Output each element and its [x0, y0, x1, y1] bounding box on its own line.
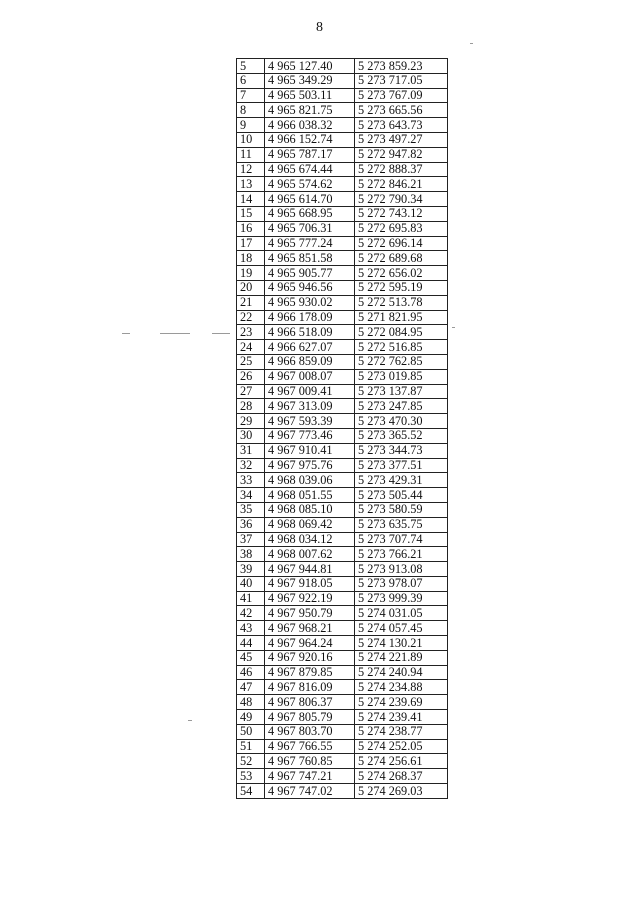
y-coordinate-cell: 5 272 595.19	[355, 280, 448, 295]
table-row	[237, 754, 448, 769]
y-coordinate-cell: 5 273 580.59	[355, 502, 448, 517]
x-coordinate-cell: 4 967 910.41	[265, 443, 355, 458]
table-row	[237, 517, 448, 532]
y-coordinate-cell: 5 273 913.08	[355, 562, 448, 577]
point-number-cell: 5	[237, 59, 265, 74]
page-number: 8	[316, 20, 323, 35]
x-coordinate-cell: 4 967 975.76	[265, 458, 355, 473]
y-coordinate-cell: 5 272 790.34	[355, 192, 448, 207]
table-row	[237, 132, 448, 147]
x-coordinate-cell: 4 967 008.07	[265, 369, 355, 384]
x-coordinate-cell: 4 965 851.58	[265, 251, 355, 266]
table-row	[237, 295, 448, 310]
y-coordinate-cell: 5 273 365.52	[355, 428, 448, 443]
point-number-cell: 28	[237, 399, 265, 414]
x-coordinate-cell: 4 968 034.12	[265, 532, 355, 547]
x-coordinate-cell: 4 967 805.79	[265, 710, 355, 725]
table-row	[237, 236, 448, 251]
point-number-cell: 39	[237, 562, 265, 577]
point-number-cell: 19	[237, 266, 265, 281]
table-row	[237, 399, 448, 414]
table-row	[237, 532, 448, 547]
y-coordinate-cell: 5 273 717.05	[355, 73, 448, 88]
x-coordinate-cell: 4 967 944.81	[265, 562, 355, 577]
x-coordinate-cell: 4 968 051.55	[265, 488, 355, 503]
y-coordinate-cell: 5 272 743.12	[355, 206, 448, 221]
y-coordinate-cell: 5 272 888.37	[355, 162, 448, 177]
x-coordinate-cell: 4 966 152.74	[265, 132, 355, 147]
x-coordinate-cell: 4 967 968.21	[265, 621, 355, 636]
x-coordinate-cell: 4 967 920.16	[265, 650, 355, 665]
x-coordinate-cell: 4 967 806.37	[265, 695, 355, 710]
point-number-cell: 43	[237, 621, 265, 636]
x-coordinate-cell: 4 965 668.95	[265, 206, 355, 221]
table-row	[237, 251, 448, 266]
y-coordinate-cell: 5 274 057.45	[355, 621, 448, 636]
y-coordinate-cell: 5 273 665.56	[355, 103, 448, 118]
x-coordinate-cell: 4 965 706.31	[265, 221, 355, 236]
point-number-cell: 30	[237, 428, 265, 443]
table-row	[237, 162, 448, 177]
x-coordinate-cell: 4 967 593.39	[265, 414, 355, 429]
point-number-cell: 11	[237, 147, 265, 162]
table-row	[237, 221, 448, 236]
x-coordinate-cell: 4 967 313.09	[265, 399, 355, 414]
table-row	[237, 739, 448, 754]
x-coordinate-cell: 4 966 038.32	[265, 118, 355, 133]
x-coordinate-cell: 4 966 178.09	[265, 310, 355, 325]
scan-speck	[160, 333, 190, 334]
y-coordinate-cell: 5 274 234.88	[355, 680, 448, 695]
y-coordinate-cell: 5 273 505.44	[355, 488, 448, 503]
x-coordinate-cell: 4 967 950.79	[265, 606, 355, 621]
x-coordinate-cell: 4 967 922.19	[265, 591, 355, 606]
y-coordinate-cell: 5 273 707.74	[355, 532, 448, 547]
scan-speck	[470, 43, 473, 44]
scan-speck	[122, 333, 130, 334]
y-coordinate-cell: 5 273 377.51	[355, 458, 448, 473]
table-row	[237, 724, 448, 739]
point-number-cell: 18	[237, 251, 265, 266]
x-coordinate-cell: 4 967 964.24	[265, 636, 355, 651]
y-coordinate-cell: 5 273 247.85	[355, 399, 448, 414]
x-coordinate-cell: 4 965 349.29	[265, 73, 355, 88]
point-number-cell: 8	[237, 103, 265, 118]
table-row	[237, 428, 448, 443]
table-row	[237, 310, 448, 325]
y-coordinate-cell: 5 273 497.27	[355, 132, 448, 147]
point-number-cell: 31	[237, 443, 265, 458]
point-number-cell: 37	[237, 532, 265, 547]
x-coordinate-cell: 4 966 518.09	[265, 325, 355, 340]
table-row	[237, 177, 448, 192]
y-coordinate-cell: 5 274 130.21	[355, 636, 448, 651]
point-number-cell: 38	[237, 547, 265, 562]
table-row	[237, 266, 448, 281]
point-number-cell: 17	[237, 236, 265, 251]
table-row	[237, 206, 448, 221]
table-row	[237, 59, 448, 74]
point-number-cell: 34	[237, 488, 265, 503]
table-row	[237, 340, 448, 355]
y-coordinate-cell: 5 274 269.03	[355, 784, 448, 799]
x-coordinate-cell: 4 968 007.62	[265, 547, 355, 562]
y-coordinate-cell: 5 273 643.73	[355, 118, 448, 133]
y-coordinate-cell: 5 273 429.31	[355, 473, 448, 488]
x-coordinate-cell: 4 965 787.17	[265, 147, 355, 162]
scan-speck	[188, 720, 192, 721]
table-row	[237, 547, 448, 562]
table-row	[237, 591, 448, 606]
point-number-cell: 48	[237, 695, 265, 710]
y-coordinate-cell: 5 272 696.14	[355, 236, 448, 251]
point-number-cell: 15	[237, 206, 265, 221]
point-number-cell: 12	[237, 162, 265, 177]
table-row	[237, 621, 448, 636]
y-coordinate-cell: 5 272 513.78	[355, 295, 448, 310]
table-row	[237, 280, 448, 295]
table-row	[237, 576, 448, 591]
table-row	[237, 88, 448, 103]
point-number-cell: 52	[237, 754, 265, 769]
table-row	[237, 192, 448, 207]
x-coordinate-cell: 4 966 859.09	[265, 354, 355, 369]
point-number-cell: 42	[237, 606, 265, 621]
point-number-cell: 40	[237, 576, 265, 591]
point-number-cell: 13	[237, 177, 265, 192]
table-row	[237, 384, 448, 399]
point-number-cell: 20	[237, 280, 265, 295]
x-coordinate-cell: 4 965 574.62	[265, 177, 355, 192]
y-coordinate-cell: 5 274 031.05	[355, 606, 448, 621]
x-coordinate-cell: 4 965 127.40	[265, 59, 355, 74]
table-row	[237, 488, 448, 503]
point-number-cell: 32	[237, 458, 265, 473]
y-coordinate-cell: 5 272 846.21	[355, 177, 448, 192]
y-coordinate-cell: 5 274 252.05	[355, 739, 448, 754]
x-coordinate-cell: 4 965 674.44	[265, 162, 355, 177]
x-coordinate-cell: 4 967 760.85	[265, 754, 355, 769]
table-row	[237, 414, 448, 429]
y-coordinate-cell: 5 273 470.30	[355, 414, 448, 429]
y-coordinate-cell: 5 273 344.73	[355, 443, 448, 458]
x-coordinate-cell: 4 967 879.85	[265, 665, 355, 680]
point-number-cell: 6	[237, 73, 265, 88]
x-coordinate-cell: 4 967 747.21	[265, 769, 355, 784]
y-coordinate-cell: 5 274 239.41	[355, 710, 448, 725]
point-number-cell: 46	[237, 665, 265, 680]
point-number-cell: 29	[237, 414, 265, 429]
x-coordinate-cell: 4 968 085.10	[265, 502, 355, 517]
point-number-cell: 7	[237, 88, 265, 103]
y-coordinate-cell: 5 274 256.61	[355, 754, 448, 769]
point-number-cell: 51	[237, 739, 265, 754]
point-number-cell: 23	[237, 325, 265, 340]
table-row	[237, 325, 448, 340]
scan-speck	[452, 327, 455, 328]
point-number-cell: 41	[237, 591, 265, 606]
y-coordinate-cell: 5 274 268.37	[355, 769, 448, 784]
y-coordinate-cell: 5 273 635.75	[355, 517, 448, 532]
table-row	[237, 103, 448, 118]
table-row	[237, 147, 448, 162]
table-row	[237, 458, 448, 473]
y-coordinate-cell: 5 272 516.85	[355, 340, 448, 355]
x-coordinate-cell: 4 966 627.07	[265, 340, 355, 355]
x-coordinate-cell: 4 967 766.55	[265, 739, 355, 754]
table-row	[237, 73, 448, 88]
y-coordinate-cell: 5 273 766.21	[355, 547, 448, 562]
y-coordinate-cell: 5 273 019.85	[355, 369, 448, 384]
table-row	[237, 502, 448, 517]
y-coordinate-cell: 5 272 656.02	[355, 266, 448, 281]
y-coordinate-cell: 5 273 767.09	[355, 88, 448, 103]
y-coordinate-cell: 5 273 859.23	[355, 59, 448, 74]
y-coordinate-cell: 5 274 239.69	[355, 695, 448, 710]
point-number-cell: 25	[237, 354, 265, 369]
point-number-cell: 24	[237, 340, 265, 355]
point-number-cell: 26	[237, 369, 265, 384]
table-row	[237, 636, 448, 651]
point-number-cell: 45	[237, 650, 265, 665]
coordinates-table-body	[237, 59, 448, 799]
y-coordinate-cell: 5 272 695.83	[355, 221, 448, 236]
y-coordinate-cell: 5 273 978.07	[355, 576, 448, 591]
y-coordinate-cell: 5 274 238.77	[355, 724, 448, 739]
x-coordinate-cell: 4 968 039.06	[265, 473, 355, 488]
point-number-cell: 27	[237, 384, 265, 399]
point-number-cell: 44	[237, 636, 265, 651]
point-number-cell: 22	[237, 310, 265, 325]
x-coordinate-cell: 4 965 614.70	[265, 192, 355, 207]
point-number-cell: 10	[237, 132, 265, 147]
point-number-cell: 14	[237, 192, 265, 207]
x-coordinate-cell: 4 965 503.11	[265, 88, 355, 103]
scan-speck	[212, 333, 230, 334]
table-row	[237, 562, 448, 577]
point-number-cell: 35	[237, 502, 265, 517]
x-coordinate-cell: 4 967 747.02	[265, 784, 355, 799]
table-row	[237, 473, 448, 488]
y-coordinate-cell: 5 272 762.85	[355, 354, 448, 369]
y-coordinate-cell: 5 272 947.82	[355, 147, 448, 162]
table-row	[237, 354, 448, 369]
y-coordinate-cell: 5 274 240.94	[355, 665, 448, 680]
table-row	[237, 606, 448, 621]
point-number-cell: 47	[237, 680, 265, 695]
y-coordinate-cell: 5 273 999.39	[355, 591, 448, 606]
x-coordinate-cell: 4 965 821.75	[265, 103, 355, 118]
y-coordinate-cell: 5 272 084.95	[355, 325, 448, 340]
x-coordinate-cell: 4 967 803.70	[265, 724, 355, 739]
table-row	[237, 769, 448, 784]
table-row	[237, 710, 448, 725]
y-coordinate-cell: 5 271 821.95	[355, 310, 448, 325]
table-row	[237, 443, 448, 458]
x-coordinate-cell: 4 965 930.02	[265, 295, 355, 310]
y-coordinate-cell: 5 274 221.89	[355, 650, 448, 665]
point-number-cell: 49	[237, 710, 265, 725]
table-row	[237, 665, 448, 680]
x-coordinate-cell: 4 965 905.77	[265, 266, 355, 281]
point-number-cell: 36	[237, 517, 265, 532]
table-row	[237, 680, 448, 695]
table-row	[237, 369, 448, 384]
point-number-cell: 54	[237, 784, 265, 799]
table-row	[237, 695, 448, 710]
x-coordinate-cell: 4 967 773.46	[265, 428, 355, 443]
point-number-cell: 9	[237, 118, 265, 133]
y-coordinate-cell: 5 272 689.68	[355, 251, 448, 266]
table-row	[237, 118, 448, 133]
point-number-cell: 16	[237, 221, 265, 236]
x-coordinate-cell: 4 968 069.42	[265, 517, 355, 532]
point-number-cell: 21	[237, 295, 265, 310]
y-coordinate-cell: 5 273 137.87	[355, 384, 448, 399]
point-number-cell: 53	[237, 769, 265, 784]
point-number-cell: 50	[237, 724, 265, 739]
x-coordinate-cell: 4 965 777.24	[265, 236, 355, 251]
x-coordinate-cell: 4 965 946.56	[265, 280, 355, 295]
table-row	[237, 650, 448, 665]
point-number-cell: 33	[237, 473, 265, 488]
x-coordinate-cell: 4 967 009.41	[265, 384, 355, 399]
x-coordinate-cell: 4 967 918.05	[265, 576, 355, 591]
x-coordinate-cell: 4 967 816.09	[265, 680, 355, 695]
coordinates-table	[236, 58, 448, 799]
table-row	[237, 784, 448, 799]
